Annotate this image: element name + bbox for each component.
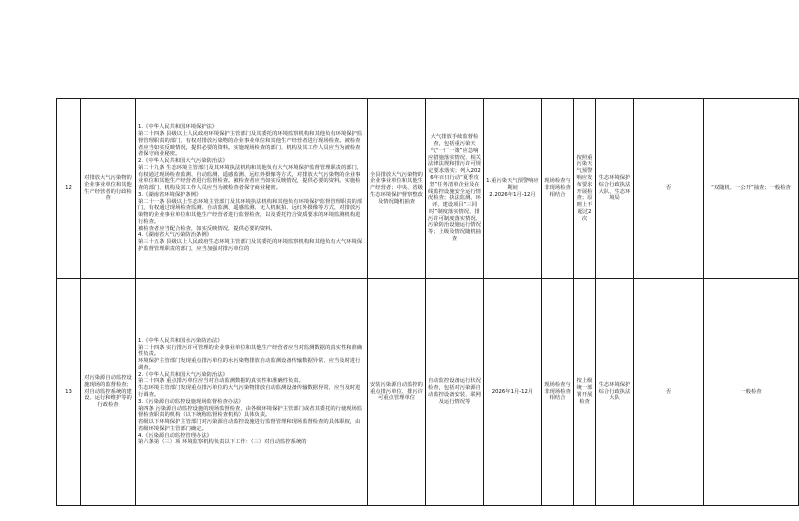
joint-inspection: 否 <box>634 99 704 279</box>
table-row <box>57 99 799 279</box>
basis-line: 第二十四条 重点排污单位应当对自动监测数据的真实性和准确性负责。 <box>138 378 304 385</box>
inspection-method: 现场检查与非现场检查相结合 <box>542 99 574 279</box>
inspection-frequency: 按照重污染天气预警响应发布要求开展检查；原则上不超过2次 <box>574 99 596 279</box>
basis-line: 第六条第（三）项 环境监察机构负责以下工作：（三）对自动监控系统的 <box>138 439 307 446</box>
basis-line: 1.《中华人民共和国环境保护法》 <box>138 124 218 131</box>
inspection-method: 现场检查与非现场检查相结合 <box>542 279 574 506</box>
row-number: 12 <box>57 99 81 279</box>
table-row <box>57 279 799 506</box>
row-number: 13 <box>57 279 81 506</box>
basis-line: 省级以下环境保护主管部门对污染源自动监控设施进行监督管理和现场监督检查的具体职权，由省级环境保护主管部门确定。 <box>138 419 361 432</box>
inspection-content: 自动监控设备运行状况检查，包括对污染源自动监控设备安装、联网及运行情况等 <box>426 279 484 506</box>
basis-line: 4.《污染源自动监控管理办法》 <box>138 432 212 439</box>
basis-line: 1.《中华人民共和国水污染防治法》 <box>138 337 223 344</box>
remark: “双随机、一公开”抽查；一般检查 <box>704 99 799 279</box>
inspection-object: 安装污染源自动监控的重点排污单位、排污许可重点管理单位 <box>368 279 426 506</box>
legal-basis <box>136 279 368 506</box>
basis-line: 第二十九条 生态环境主管部门及其环境执法机构和其他负有大气环境保护监督管理职责的部门，有权通过现场检查监测、自动监测、遥感监测、远红外摄像等方式，对排放大气污染物的企业事业单位和其他生产经营者进行监督检查。被检查者应当如实反映情况，提供必要的资料。实施检查的部门、机构及其工作人员应当为被检查者保守商业秘密。 <box>138 164 363 192</box>
inspection-org: 生态环境保护综合行政执法大队 <box>596 279 634 506</box>
basis-line: 2.《中华人民共和国大气污染防治法》 <box>138 371 228 378</box>
inspection-item: 对排放大气污染物的企业事业单位和其他生产经营者的行政检查 <box>81 99 136 279</box>
inspection-item: 对污染源自动监控设施现场的监督检查；对自动监控系统的建设、运行和维护等的行政检查 <box>81 279 136 506</box>
basis-line: 第二十四条 实行排污许可管理的企业事业单位和其他生产经营者应当对监测数据的真实性和准确性负责。 <box>138 344 363 358</box>
basis-line: 被检查者应当配合检查，如实反映情况，提供必要的资料。 <box>138 225 276 232</box>
inspection-time: 2026年1月-12月 <box>484 279 542 506</box>
basis-line: 第四条 污染源自动监控设施的现场监督检查，由各级环境保护主管部门或者其委托的行使现场监督检查职责的机构（以下统称监督检查机构）具体负责。 <box>138 405 363 419</box>
inspection-frequency: 按上级统一部署开展检查 <box>574 279 596 506</box>
basis-line: 第二十一条 县级以上生态环境主管部门及其环境执法机构和其他负有环境保护监督管理职责的部门，有权通过现场检查监测、自动监测、遥感监测、无人机航拍、远红外摄像等方式，对排放污染物的企业事业单位和其他生产经营者进行监督检查，以及委托符合资质要求的环境监测机构进行检查。 <box>138 198 363 225</box>
joint-inspection: 否 <box>634 279 704 506</box>
basis-line: 2.《中华人民共和国大气污染防治法》 <box>138 158 228 165</box>
basis-line: 4.《湖南省大气污染防治条例》 <box>138 232 212 239</box>
inspection-org: 生态环境保护综合行政执法大队、生态环境局 <box>596 99 634 279</box>
inspection-time: 1.重污染天气预警响应期间 2.2026年1月-12月 <box>484 99 542 279</box>
inspection-table <box>56 98 799 506</box>
basis-line: 生态环境主管部门发现重点排污单位的大气污染物排放自动监测设备传输数据异常，应当及时进行调查。 <box>138 385 361 398</box>
basis-line: 第三十五条 县级以上人民政府生态环境主管部门及其委托的环境监察机构和其他负有大气环境保护监督管理职责的部门，应当加强对排污单位的 <box>138 239 363 252</box>
inspection-object: 全县排放大气污染物的企业事业单位和其他生产经营者；中央、省级生态环境保护督察整改及情况随机抽查 <box>368 99 426 279</box>
basis-line: 环境保护主管部门发现重点排污单位的水污染物排放自动监测设备传输数据异常，应当及时进行调查。 <box>138 358 361 371</box>
basis-line: 3.《污染源自动监控设施现场监督检查办法》 <box>138 398 244 405</box>
inspection-content: 大气排放手续监督检查，包括重污染天气“一厂一策”应急响应措施落实情况、相关法律法规和排污许可规定要求落实；列入2026年百日行动“夏季攻坚”任务清单企业及在线监控设施安全运行情况检查；执法监测、环评、建设项目“三同时”制度落实情况、排污许可制度落实情况、污染防治设施运行情况等；上级及情况随机抽查 <box>426 99 484 279</box>
basis-line: 3.《湖南省环境保护条例》 <box>138 191 202 198</box>
remark: 一般检查 <box>704 279 799 506</box>
legal-basis <box>136 99 368 279</box>
basis-line: 第二十四条 县级以上人民政府环境保护主管部门及其委托的环境监察机构和其他负有环境保护监督管理职责的部门，有权对排放污染物的企业事业单位和其他生产经营者进行现场检查。被检查者应当如实反映情况，提供必要的资料。实施现场检查的部门、机构及其工作人员应当为被检查者保守商业秘密。 <box>138 130 363 158</box>
